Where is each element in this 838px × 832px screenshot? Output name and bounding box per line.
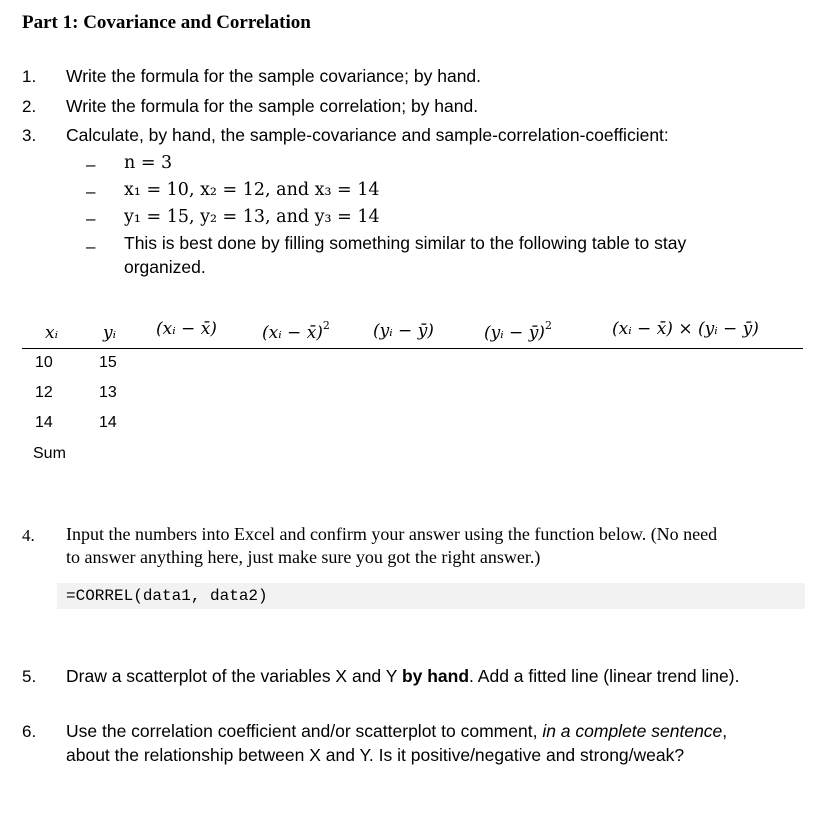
table-row-1-x: 10	[35, 354, 53, 371]
item-5-number: 5.	[22, 667, 37, 686]
header-xi: xᵢ	[45, 323, 59, 343]
item-6-line1: Use the correlation coefficient and/or scatterplot to comment, in a complete sentence,	[66, 721, 728, 741]
subitem-table-instruction-line1: This is best done by filling something similar to the following table to stay	[124, 233, 687, 253]
item-3-number: 3.	[22, 126, 37, 145]
header-x-deviation-squared: (xᵢ − x̄)$^2$	[262, 319, 330, 343]
table-row-2-x: 12	[35, 384, 53, 401]
header-y-deviation-squared: (yᵢ − ȳ)$^2$	[484, 319, 552, 343]
item-6-line2: about the relationship between X and Y. Is it positive/negative and strong/weak?	[66, 745, 685, 765]
table-row-2-y: 13	[99, 384, 117, 401]
item-2-text: Write the formula for the sample correlation; by hand.	[66, 96, 479, 116]
subitem-y-values: y₁ = 15, y₂ = 13, and y₃ = 14	[124, 207, 380, 227]
header-x-deviation: (xᵢ − x̄)	[156, 319, 217, 339]
header-product: (xᵢ − x̄) × (yᵢ − ȳ)	[612, 319, 759, 339]
subitem-3-dash: –	[86, 209, 96, 228]
subitem-1-dash: –	[86, 155, 96, 174]
item-3-text: Calculate, by hand, the sample-covariance and sample-correlation-coefficient:	[66, 125, 669, 145]
header-y-deviation: (yᵢ − ȳ)	[373, 321, 434, 341]
subitem-x-values: x₁ = 10, x₂ = 12, and x₃ = 14	[124, 180, 380, 200]
page-title: Part 1: Covariance and Correlation	[22, 12, 311, 33]
subitem-2-dash: –	[86, 182, 96, 201]
item-6-number: 6.	[22, 722, 37, 741]
subitem-4-dash: –	[86, 237, 96, 256]
item-5-text: Draw a scatterplot of the variables X and Y by hand. Add a fitted line (linear trend line).	[66, 666, 740, 686]
table-row-3-y: 14	[99, 414, 117, 431]
subitem-n: n = 3	[124, 153, 173, 173]
excel-formula: =CORREL(data1, data2)	[66, 587, 268, 605]
item-1-text: Write the formula for the sample covariance; by hand.	[66, 66, 482, 86]
table-row-3-x: 14	[35, 414, 53, 431]
table-row-sum-label: Sum	[33, 445, 66, 462]
item-4-line1: Input the numbers into Excel and confirm your answer using the function below. (No need	[66, 524, 718, 544]
item-2-number: 2.	[22, 97, 37, 116]
item-4-number: 4.	[22, 526, 35, 545]
header-yi: yᵢ	[103, 323, 117, 343]
table-header-rule	[22, 348, 803, 349]
table-row-1-y: 15	[99, 354, 117, 371]
item-4-line2: to answer anything here, just make sure you got the right answer.)	[66, 547, 541, 567]
subitem-table-instruction-line2: organized.	[124, 257, 206, 277]
item-1-number: 1.	[22, 67, 37, 86]
